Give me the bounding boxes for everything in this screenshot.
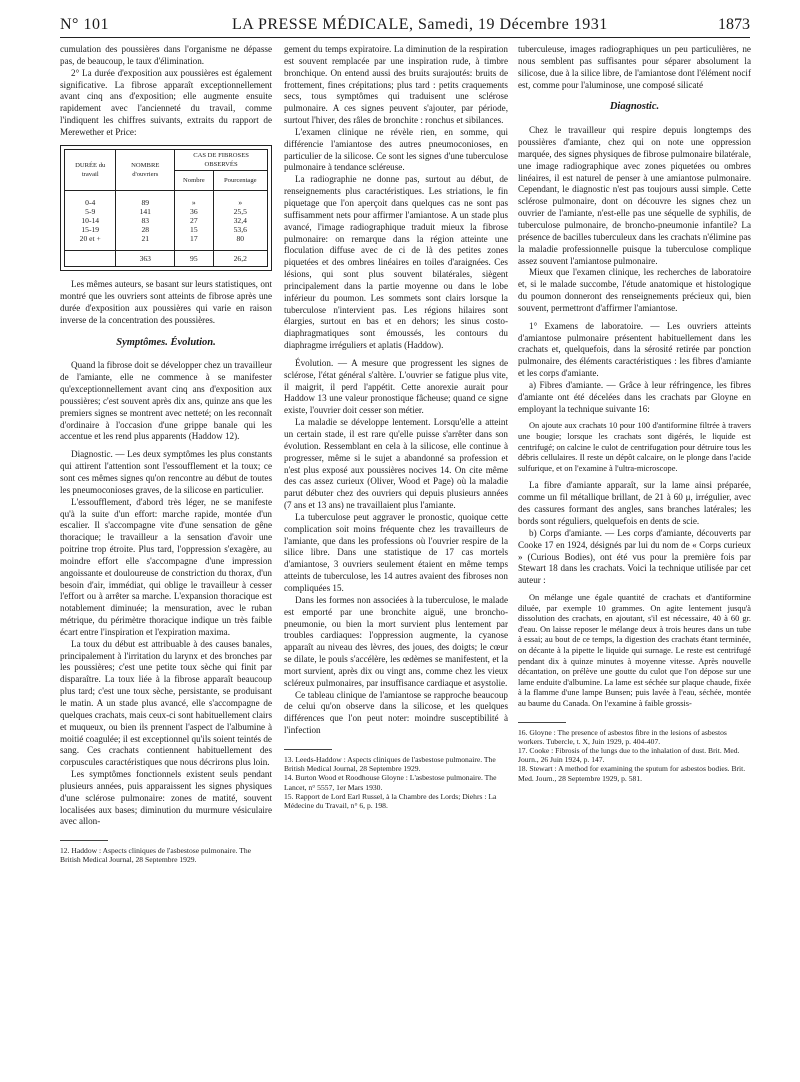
table-header-duree: DURÉE du travail: [65, 149, 116, 190]
paragraph: La maladie se développe lentement. Lorsqu'elle a atteint un certain stade, il est rare qu'elle puisse s'arrêter dans son évolution. Ressemblant en cela à la silicose, elle continue à progresser, même si le sujet a abandonné sa profession et n'est plus exposé aux poussières nocives 14. On cite même des cas assez curieux (Oliver, Wood et Page) où la maladie parut débuter chez des ouvriers qui depuis plusieurs années (7 ans et 13 ans) ne travaillaient plus l'amiante.: [284, 417, 508, 511]
column-1: [60, 44, 272, 865]
section-title-symptomes: Symptômes. Évolution.: [116, 336, 216, 348]
paragraph: a) Fibres d'amiante. — Grâce à leur réfringence, les fibres d'amiante ont été décelées dans les crachats par Gloyne en employant la technique suivante 16:: [518, 379, 751, 414]
footnote-18: 18. Stewart : A method for examining the sputum for asbestos bodies. Brit. Med. Journ., 28 Septembre 1929, p. 581.: [518, 764, 746, 783]
table-header-nombre: NOMBRE d'ouvriers: [116, 149, 175, 190]
paragraph: 1° Examens de laboratoire. — Les ouvriers atteints d'amiantose pulmonaire présentent habituellement dans les crachats et, quelquefois, dans la sérosité retirée par ponction pulmonaire, des éléments caractéristiques : les fibres d'amiante et les corps d'amiante.: [518, 320, 751, 379]
paragraph: 2° La durée d'exposition aux poussières est également significative. La fibrose apparaît exceptionnellement avant cinq ans d'exposition; elle augmente ensuite rapidement avec l'ancienneté du travail, comme l'indiquent les chiffres suivants, extraits du rapport de Merewether et Price:: [60, 67, 272, 137]
fibrosis-table-frame: [60, 145, 272, 271]
quoted-technique: On mélange une égale quantité de crachats et d'antiformine diluée, par exemple 10 grammes. On agite lentement jusqu'à dissolution des crachats, en ajoutant, s'il est nécessaire, 40 à 60 gr. d'eau. On laisse reposer le mélange deux à trois heures dans un tube à essai; au bout de ce temps, la digestion des crachats étant terminée, on décante à la pipette le liquide qui surnage. Le reste est centrifugé pendant dix à quinze minutes à moyenne vitesse. Après nouvelle décantation, on prélève une goutte du culot que l'on dépose sur une lame enduite d'albumine. La lame est séchée sur plaque chaude, fixée à la flamme d'une lampe Bunsen; puis lavée à l'eau, séchée, montée au baume du Canada. On l'examine à faible grossis-: [518, 593, 751, 708]
paragraph: tuberculeuse, images radiographiques un peu particulières, ne nous semblent pas suffisantes pour séparer absolument la silicose, due à la silice libre, de l'amiantose dont l'élément nocif est, comme pour l'aluminose, une composé silicaté: [518, 44, 751, 90]
footnote-rule: [284, 749, 332, 750]
paragraph: cumulation des poussières dans l'organisme ne dépasse pas, de beaucoup, le taux d'élimination.: [60, 44, 272, 66]
footnote-17: 17. Cooke : Fibrosis of the lungs due to the inhalation of dust. Brit. Med. Journ., 26 Juin 1924, p. 147.: [518, 745, 740, 765]
paragraph: La radiographie ne donne pas, surtout au début, de renseignements plus caractéristiques. Les striations, le fin piquetage que l'on aperçoit dans quelques cas ne sont pas suffisamment nets pour affirmer l'amiantose. A un stade plus avancé, l'image radiographique traduit mieux la fibrose pulmonaire: on remarque dans la région atteinte une floculation diffuse avec de ci de là des petites zones piquetées et des ombres linéaires en toiles d'araignées. Ces lésions, qui sont plus souvent bilatérales, siègent principalement dans la partie moyenne ou dans le lobe inférieur du poumon. Les sommets sont clairs lorsque la tuberculose n'intervient pas. Les régions hilaires sont élargies, surtout en bas et en dehors; les sinus costo-diaphragmatiques sont émoussés, les contours du diaphragme irréguliers et aplatis (Haddow).: [284, 174, 508, 351]
paragraph: gement du temps expiratoire. La diminution de la respiration est souvent remplacée par une inspiration rude, à timbre bronchique. On entend aussi des bruits surajoutés: bruits de frottement, fines crépitations; plus tard : petits craquements secs, tous symptômes qui traduisent une sclérose pulmonaire. A ces signes peuvent s'ajouter, par période, surtout l'hiver, des râles de bronchite : ronchus et sibilances.: [284, 44, 508, 126]
issue-number: N° 101: [60, 16, 109, 33]
paragraph: Ce tableau clinique de l'amiantose se rapproche beaucoup de celui qu'on observe dans la silicose, et les quelques différences que l'on peut noter: moindre susceptibilité à l'infection: [284, 689, 508, 736]
page-header: [60, 14, 750, 38]
page-number: 1873: [718, 16, 750, 33]
column-3: [518, 44, 751, 783]
journal-title: LA PRESSE MÉDICALE, Samedi, 19 Décembre 1931: [232, 16, 608, 33]
footnote-14: 14. Burton Wood et Roodhouse Gloyne : L'asbestose pulmonaire. The Lancet, n° 5557, 1er Mars 1930.: [284, 773, 497, 792]
paragraph: Quand la fibrose doit se développer chez un travailleur de l'amiante, elle ne commence à se manifester qu'exceptionnellement avant cinq ans d'exposition aux poussières; c'est souvent après dix ans, quinze ans que les premiers signes se montrent avec netteté; on les reconnaît d'ordinaire à l'occasion d'une grippe banale qui les accentue et les rend plus apparents (Haddow 12).: [60, 360, 272, 442]
paragraph: La toux du début est attribuable à des causes banales, principalement à l'irritation du larynx et des bronches par les poussières; c'est une petite toux sèche qui finit par disparaître. La toux liée à la fibrose apparaît beaucoup plus tard; c'est une toux sèche, persistante, se produisant le matin. A un stade plus avancé, elle s'accompagne de quelques crachats, mais ceux-ci sont habituellement clairs et muqueux, ou bien ils prennent l'aspect de l'albumine à moitié coagulée; il est exceptionnel qu'ils soient teintés de sang. Ces crachats contiennent habituellement des corpuscules caractéristiques que nous décrirons plus loin.: [60, 638, 272, 768]
footnote-15: 15. Rapport de Lord Earl Russel, à la Chambre des Lords; Diehrs : La Médecine du Travail, n° 6, p. 198.: [284, 791, 497, 810]
paragraph: Évolution. — A mesure que progressent les signes de sclérose, l'état général s'altère. L'ouvrier se fatigue plus vite, il maigrit, il perd l'appétit. Cette anorexie aurait pour Haddow 13 une valeur pronostique fâcheuse; quand ce signe existe, l'ouvrier doit cesser son métier.: [284, 357, 508, 416]
fibrosis-table: [64, 149, 268, 267]
paragraph: Chez le travailleur qui respire depuis longtemps des poussières d'amiante, chez qui on note une oppression marquée, des signes physiques de fibrose pulmonaire bilatérale, une image radiographique avec zones piquetées ou ombres linéaires, il est naturel de penser à une amiantose pulmonaire. Cependant, le diagnostic n'est pas toujours aussi simple. Cette sclérose pulmonaire, dont on découvre les signes chez un ouvrier de l'amiante, n'est-elle pas une séquelle de syphilis, de tuberculose pulmonaire, de broncho-pneumonie infantile? La présence de bacilles tuberculeux dans les crachats n'élimine pas la maladie professionnelle puisque la tuberculose complique assez souvent l'amiantose pulmonaire.: [518, 125, 751, 266]
section-title-diagnostic: Diagnostic.: [609, 101, 660, 113]
table-subheader-pct: Pourcentage: [213, 171, 267, 191]
table-cell-cas: » 36 27 15 17: [175, 191, 213, 251]
footnote-rule: [60, 840, 108, 841]
footnote-rule: [518, 722, 566, 723]
paragraph: Diagnostic. — Les deux symptômes les plus constants qui attirent l'attention sont l'essoufflement et la toux; ce sont ces mêmes signes qu'on rencontre au début de toutes les pneumoconioses graves, de la silicose en particulier.: [60, 449, 272, 495]
paragraph: L'essoufflement, d'abord très léger, ne se manifeste qu'à la suite d'un effort: marche rapide, montée d'un escalier. Il s'accompagne vite d'une sensation de gêne thoracique; le travailleur a la sensation d'avoir une poitrine trop étroite. Plus tard, l'oppression s'exagère, au moindre effort elle s'accompagne d'une impression angoissante et douloureuse de constriction du thorax, d'un besoin d'air, immédiat, qui oblige le travailleur à cesser l'effort ou à arrêter sa marche. L'expansion thoracique est notablement diminuée; la mensuration, avec le ruban métrique, du périmètre thoracique indique un très faible écart entre l'inspiration et l'expiration maxima.: [60, 496, 272, 637]
paragraph: L'examen clinique ne révèle rien, en somme, qui différencie l'amiantose des autres pneumoconioses, en particulier de la silicose. Ce sont les signes d'une tuberculose pulmonaire à tendance scléreuse.: [284, 126, 508, 173]
table-subheader-nombre: Nombre: [175, 171, 213, 191]
paragraph: La fibre d'amiante apparaît, sur la lame ainsi préparée, comme un fil métallique brillant, de 21 à 60 μ, irrégulier, avec des cassures formant des angles, sans branches latérales; les bords sont réguliers, quelquefois en dents de scie.: [518, 480, 751, 526]
paragraph: Les symptômes fonctionnels existent seuls pendant plusieurs années, puis apparaissent les signes physiques d'une sclérose pulmonaire: zones de matité, souvent localisées aux bases; diminution du murmure vésiculaire avec allon-: [60, 769, 272, 827]
paragraph: Les mêmes auteurs, se basant sur leurs statistiques, ont montré que les ouvriers sont atteints de fibrose après une durée d'exposition aux poussières qui varie en raison inverse de la concentration des poussières.: [60, 279, 272, 325]
table-cell-pct: » 25,5 32,4 53,6 80: [213, 191, 267, 251]
paragraph: La tuberculose peut aggraver le pronostic, quoique cette complication soit moins fréquente chez les travailleurs de l'amiante, que dans les professions où l'ouvrier respire de la silice libre. Dans une statistique de 17 cas mortels d'amiantose, 3 ouvriers seulement étaient en même temps atteints de tuberculose, les 14 autres avaient des fibroses non compliquées 15.: [284, 511, 508, 593]
paragraph: Dans les formes non associées à la tuberculose, le malade est emporté par une bronchite aiguë, une broncho-pneumonie, ou bien la mort survient plus lentement par troubles cardiaques: l'oppression augmente, la cyanose apparaît au niveau des lèvres, des joues, des doigts; le cœur se dilate, le pouls s'accélère, les œdèmes se manifestent, et la mort survient, après dix ou vingt ans, comme chez les vieux scléreux pulmonaires, par insuffisance cardiaque et asystolie.: [284, 594, 508, 688]
paragraph: b) Corps d'amiante. — Les corps d'amiante, découverts par Cooke 17 en 1924, désignés par lui du nom de « Corps curieux » (Curious Bodies), ont été vus pour la première fois par Stewart 18 dans les crachats. Voici la technique utilisée par cet auteur :: [518, 527, 751, 586]
footnote-13: 13. Leeds-Haddow : Aspects cliniques de l'asbestose pulmonaire. The British Medical Journal, 28 Septembre 1929.: [284, 754, 496, 774]
table-cell-empty: [65, 251, 116, 267]
footnote-12: 12. Haddow : Aspects cliniques de l'asbestose pulmonaire. The British Medical Journal, 28 Septembre 1929.: [60, 846, 252, 865]
footnote-16: 16. Gloyne : The presence of asbestos fibre in the lesions of asbestos workers. Tubercle, t. X, Juin 1929, p. 404-407.: [518, 727, 727, 746]
table-total-cas: 95: [175, 251, 213, 267]
paragraph: Mieux que l'examen clinique, les recherches de laboratoire et, si le malade succombe, l'étude anatomique et histologique du poumon donneront des renseignements précieux qui, bien souvent, permettront d'affirmer l'amiantose.: [518, 267, 751, 313]
column-2: [284, 44, 508, 810]
quoted-technique: On ajoute aux crachats 10 pour 100 d'antiformine filtrée à travers une bougie; lorsque les crachats sont digérés, le liquide est centrifugé; on calcine le culot de centrifugation pour détruire tous les débris cellulaires. Il reste un dépôt calcaire, on le plonge dans l'acide sulfurique, et on l'examine à l'ultra-microscope.: [518, 421, 751, 473]
table-total-ouvriers: 363: [116, 251, 175, 267]
table-header-cas: CAS DE FIBROSES OBSERVÉS: [175, 149, 268, 170]
table-cell-durees: 0-4 5-9 10-14 15-19 20 et +: [65, 191, 116, 251]
table-total-pct: 26,2: [213, 251, 267, 267]
table-cell-ouvriers: 89 141 83 28 21: [116, 191, 175, 251]
